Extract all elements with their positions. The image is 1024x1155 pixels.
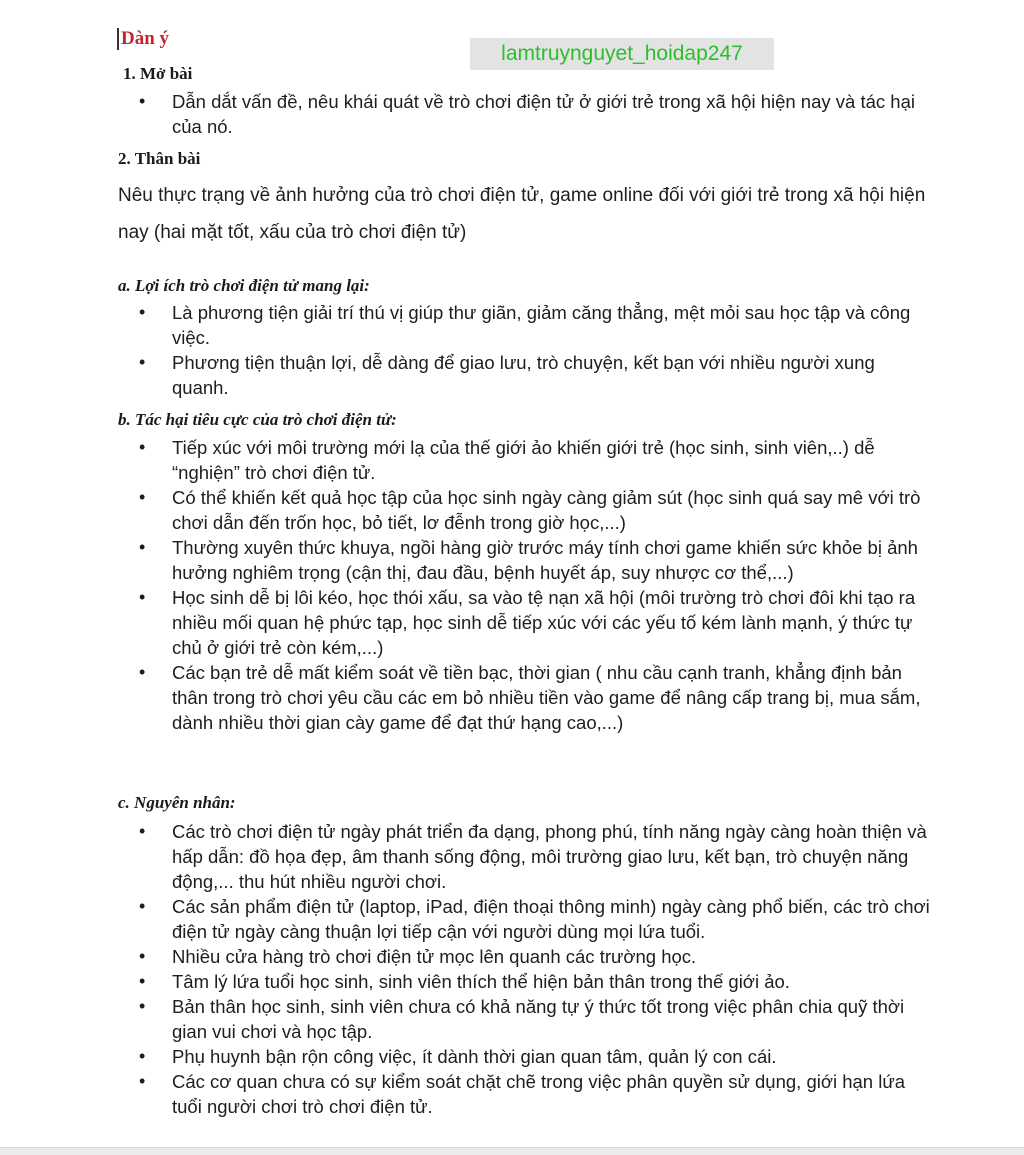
list-item: • Phương tiện thuận lợi, dễ dàng để giao lưu, trò chuyện, kết bạn với nhiều người xung quanh. bbox=[135, 350, 935, 400]
list-item: • Các sản phẩm điện tử (laptop, iPad, điện thoại thông minh) ngày càng phổ biến, các trò chơi điện tử ngày càng thuận lợi tiếp cận với người dùng mọi lứa tuổi. bbox=[135, 894, 935, 944]
list-mo-bai bbox=[135, 89, 935, 139]
list-item: • Có thể khiến kết quả học tập của học sinh ngày càng giảm sút (học sinh quá say mê với trò chơi dẫn đến trốn học, bỏ tiết, lơ đễnh trong giờ học,...) bbox=[135, 485, 935, 535]
list-item: • Các trò chơi điện tử ngày phát triển đa dạng, phong phú, tính năng ngày càng hoàn thiện và hấp dẫn: đồ họa đẹp, âm thanh sống động, môi trường giao lưu, kết bạn, trò chuyện năng động,... thu hút nhiều người chơi. bbox=[135, 819, 935, 894]
heading-loi-ich: a. Lợi ích trò chơi điện tử mang lại: bbox=[118, 276, 370, 295]
list-item: • Học sinh dễ bị lôi kéo, học thói xấu, sa vào tệ nạn xã hội (môi trường trò chơi đôi khi tạo ra nhiều mối quan hệ phức tạp, học sinh dễ tiếp xúc với các yếu tố kém lành mạnh, ý thức tự chủ ở giới trẻ còn kém,...) bbox=[135, 585, 935, 660]
heading-nguyen-nhan: c. Nguyên nhân: bbox=[118, 793, 236, 812]
watermark: lamtruynguyet_hoidap247 bbox=[470, 38, 774, 70]
list-item: • Nhiều cửa hàng trò chơi điện tử mọc lên quanh các trường học. bbox=[135, 944, 935, 969]
list-loi-ich bbox=[135, 300, 935, 400]
list-item: • Các cơ quan chưa có sự kiểm soát chặt chẽ trong việc phân quyền sử dụng, giới hạn lứa tuổi người chơi trò chơi điện tử. bbox=[135, 1069, 935, 1119]
list-nguyen-nhan bbox=[135, 819, 935, 1119]
list-item: • Dẫn dắt vấn đề, nêu khái quát về trò chơi điện tử ở giới trẻ trong xã hội hiện nay và tác hại của nó. bbox=[135, 89, 935, 139]
list-item: • Là phương tiện giải trí thú vị giúp thư giãn, giảm căng thẳng, mệt mỏi sau học tập và công việc. bbox=[135, 300, 935, 350]
list-item: • Phụ huynh bận rộn công việc, ít dành thời gian quan tâm, quản lý con cái. bbox=[135, 1044, 935, 1069]
than-bai-paragraph: Nêu thực trạng về ảnh hưởng của trò chơi điện tử, game online đối với giới trẻ trong xã hội hiện nay (hai mặt tốt, xấu của trò chơi điện tử) bbox=[118, 185, 926, 243]
list-item: • Bản thân học sinh, sinh viên chưa có khả năng tự ý thức tốt trong việc phân chia quỹ thời gian vui chơi và học tập. bbox=[135, 994, 935, 1044]
page-title: Dàn ý bbox=[121, 28, 170, 49]
heading-tac-hai: b. Tác hại tiêu cực của trò chơi điện tử: bbox=[118, 410, 397, 429]
heading-than-bai: 2. Thân bài bbox=[118, 149, 201, 168]
list-item: • Các bạn trẻ dễ mất kiểm soát về tiền bạc, thời gian ( nhu cầu cạnh tranh, khẳng định bản thân trong trò chơi yêu cầu các em bỏ nhiều tiền vào game để nâng cấp trang bị, mua sắm, dành nhiều thời gian cày game để đạt thứ hạng cao,...) bbox=[135, 660, 935, 735]
list-item: • Tiếp xúc với môi trường mới lạ của thế giới ảo khiến giới trẻ (học sinh, sinh viên,..) dễ “nghiện” trò chơi điện tử. bbox=[135, 435, 935, 485]
list-item: • Thường xuyên thức khuya, ngồi hàng giờ trước máy tính chơi game khiến sức khỏe bị ảnh hưởng nghiêm trọng (cận thị, đau đầu, bệnh huyết áp, suy nhược cơ thể,...) bbox=[135, 535, 935, 585]
heading-mo-bai: 1. Mở bài bbox=[123, 64, 193, 83]
list-item: • Tâm lý lứa tuổi học sinh, sinh viên thích thể hiện bản thân trong thế giới ảo. bbox=[135, 969, 935, 994]
text-cursor bbox=[117, 28, 119, 50]
list-tac-hai bbox=[135, 435, 935, 735]
